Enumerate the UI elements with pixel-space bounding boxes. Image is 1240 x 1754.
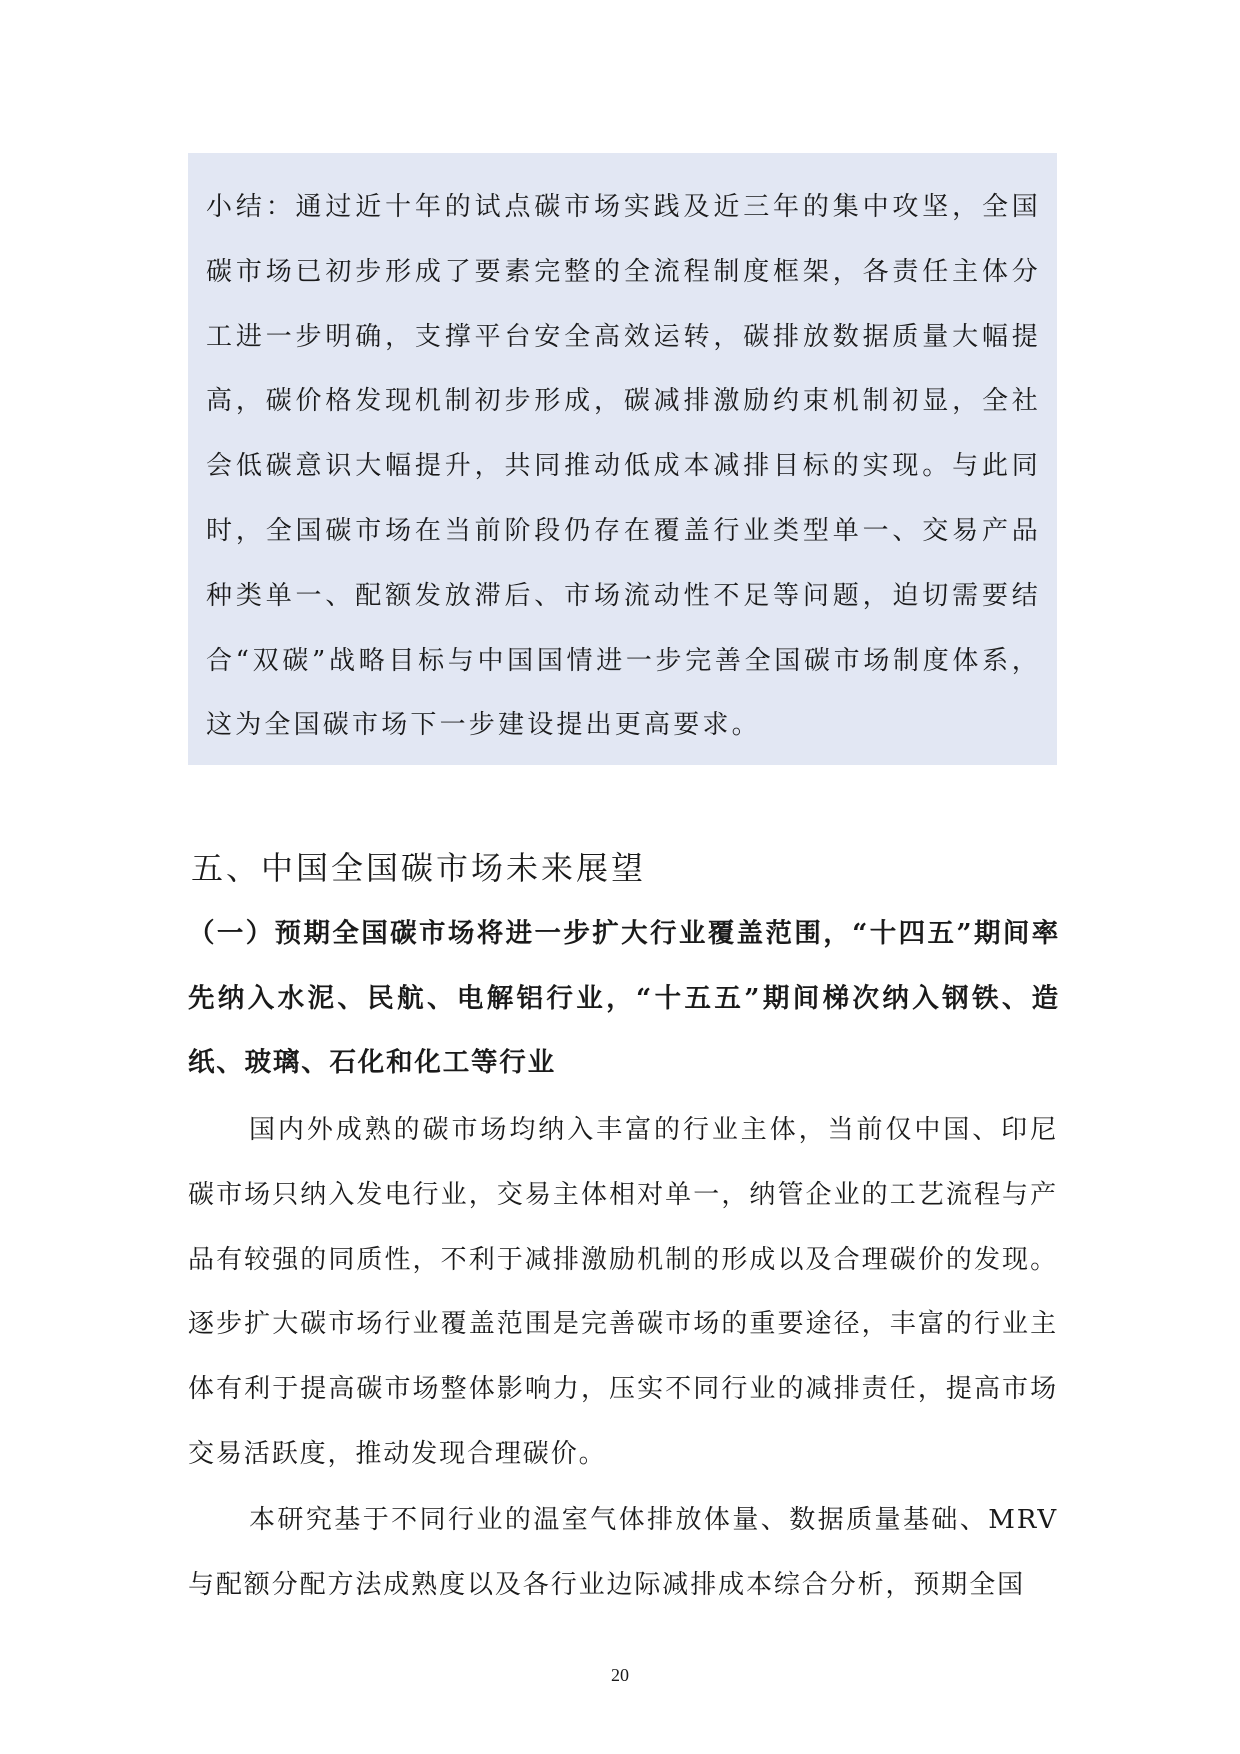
body-paragraph: 国内外成熟的碳市场均纳入丰富的行业主体，当前仅中国、印尼碳市场只纳入发电行业，交易主体相对单一，纳管企业的工艺流程与产品有较强的同质性，不利于减排激励机制的形成以及合理碳价的发现。逐步扩大碳市场行业覆盖范围是完善碳市场的重要途径，丰富的行业主体有利于提高碳市场整体影响力，压实不同行业的减排责任，提高市场交易活跃度，推动发现合理碳价。 [188,1115,1058,1469]
page-number: 20 [611,1665,629,1685]
subsection-heading: （一）预期全国碳市场将进一步扩大行业覆盖范围，“十四五”期间率先纳入水泥、民航、电解铝行业，“十五五”期间梯次纳入钢铁、造纸、玻璃、石化和化工等行业 [188,918,1060,1078]
section-heading: 五、中国全国碳市场未来展望 [191,849,647,887]
summary-box [188,153,1057,765]
body-paragraph: 本研究基于不同行业的温室气体排放体量、数据质量基础、MRV与配额分配方法成熟度以及各行业边际减排成本综合分析，预期全国 [188,1505,1058,1600]
summary-text: 小结：通过近十年的试点碳市场实践及近三年的集中攻坚，全国碳市场已初步形成了要素完整的全流程制度框架，各责任主体分工进一步明确，支撑平台安全高效运转，碳排放数据质量大幅提高，碳价格发现机制初步形成，碳减排激励约束机制初显，全社会低碳意识大幅提升，共同推动低成本减排目标的实现。与此同时，全国碳市场在当前阶段仍存在覆盖行业类型单一、交易产品种类单一、配额发放滞后、市场流动性不足等问题，迫切需要结合“双碳”战略目标与中国国情进一步完善全国碳市场制度体系，这为全国碳市场下一步建设提出更高要求。 [206,192,1041,741]
